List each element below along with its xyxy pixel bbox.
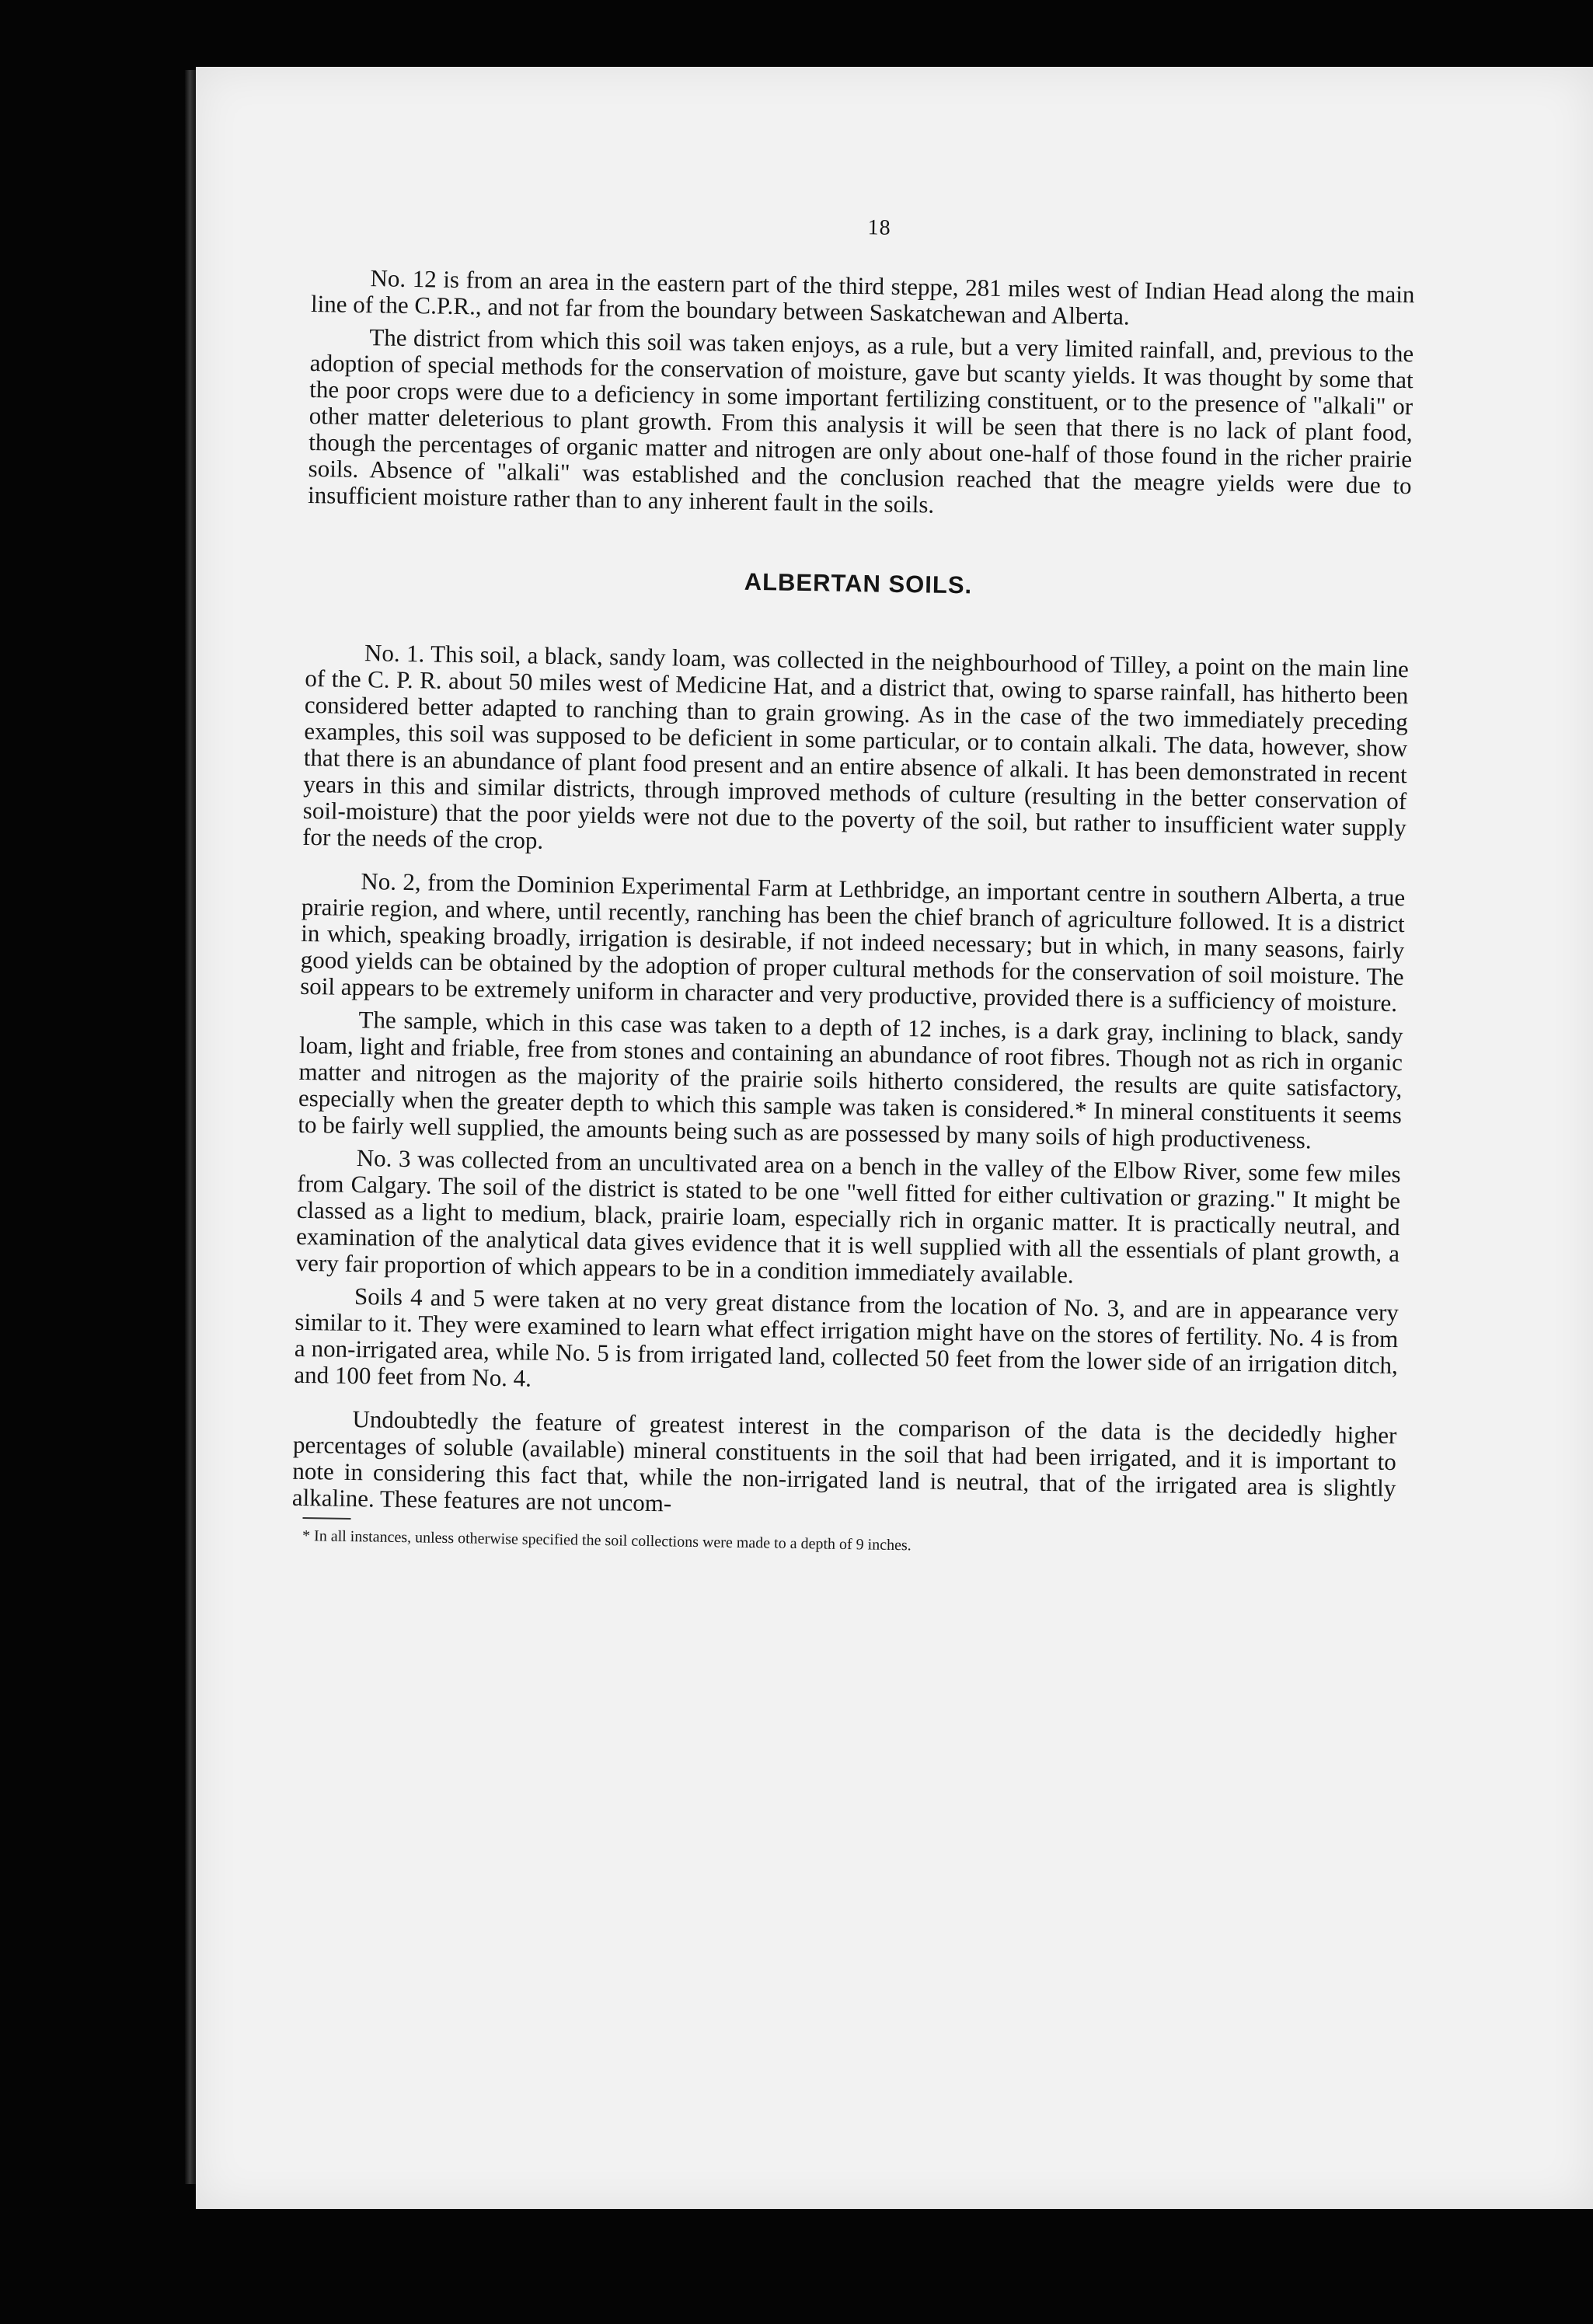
paragraph-albertan-no2: No. 2, from the Dominion Experimental Farm at Lethbridge, an important centre in southern Alberta, a true prairie region, and where, until recently, ranching has been the chief branch of agriculture followed. It is a district in which, speaking broadly, irrigation is desirable, if not indeed necessary; but in which, in many seasons, fairly good yields can be obtained by the adoption of proper cultural methods for the conservation of soil moisture. The soil appears to be extremely uniform in character and very productive, provided there is a sufficiency of moisture. — [299, 867, 1406, 1017]
paragraph-sample-depth: The sample, which in this case was taken to a depth of 12 inches, is a dark gray, inclining to black, sandy loam, light and friable, free from stones and containing an abundance of root fibres. Though not as rich in organic matter and nitrogen as the majority of the prairie soils hitherto considered, the results are quite satisfactory, especially when the greater depth to which this sample was taken is considered.* In mineral constituents it seems to be fairly well supplied, the amounts being such as are possessed by many soils of high productiveness. — [298, 1006, 1403, 1154]
paragraph-district-rainfall: The district from which this soil was taken enjoys, as a rule, but a very limited rainfall, and, previous to the adoption of special methods for the conservation of moisture, gave but scanty yields. It was thought by some that the poor crops were due to a deficiency in some important fertilizing constituent, or to the presence of "alkali" or other matter deleterious to plant growth. From this analysis it will be seen that there is no lack of plant food, though the percentages of organic matter and nitrogen are only about one-half of those found in the richer prairie soils. Absence of "alkali" was established and the conclusion reached that the meagre yields were due to insufficient moisture rather than to any inherent fault in the soils. — [307, 323, 1414, 518]
paragraph-soils-4-5: Soils 4 and 5 were taken at no very great distance from the location of No. 3, and are in appearance very similar to it. They were examined to learn what effect irrigation might have on the stores of fertility. No. 4 is from a non-irrigated area, while No. 5 is from irrigated land, collected 50 feet from the lower side of an irrigation ditch, and 100 feet from No. 4. — [294, 1282, 1400, 1392]
page-number: 18 — [867, 215, 891, 240]
paragraph-irrigation-comparison: Undoubtedly the feature of greatest interest in the comparison of the data is the decidedly higher percentages of soluble (available) mineral constituents in the soil that had been irrigated, and it is important to note in considering this fact that, while the non-irrigated land is neutral, that of the irrigated area is slightly alkaline. These features are not uncom- — [291, 1405, 1397, 1517]
page-content — [291, 207, 1416, 1562]
paragraph-albertan-no1: No. 1. This soil, a black, sandy loam, was collected in the neighbourhood of Tilley, a point on the main line of the C. P. R. about 50 miles west of Medicine Hat, and a district that, owing to sparse rainfall, has hitherto been considered better adapted to ranching than to grain growing. As in the case of the two immediately preceding examples, this soil was supposed to be deficient in some particular, or to contain alkali. The data, however, show that there is an abundance of plant food present and an entire absence of alkali. It has been demonstrated in recent years in this and similar districts, through improved methods of culture (resulting in the better conservation of soil-moisture) that the poor yields were not due to the poverty of the soil, but rather to insufficient water supply for the needs of the crop. — [302, 639, 1410, 854]
footnote: * In all instances, unless otherwise specified the soil collections were made to a depth of 9 inches. — [302, 1527, 912, 1555]
paragraph-albertan-no3: No. 3 was collected from an uncultivated area on a bench in the valley of the Elbow River, some few miles from Calgary. The soil of the district is stated to be one "well fitted for either cultivation or grazing." It might be classed as a light to medium, black, prairie loam, especially rich in organic matter. It is practically neutral, and examination of the analytical data gives evidence that it is well supplied with all the essentials of plant growth, a very fair proportion of which appears to be in a condition immediately available. — [295, 1144, 1401, 1289]
section-heading-albertan-soils: ALBERTAN SOILS. — [744, 567, 973, 599]
paragraph-no12: No. 12 is from an area in the eastern part of the third steppe, 281 miles west of Indian Head along the main line of the C.P.R., and not far from the boundary between Saskatchewan and Alberta. — [310, 264, 1415, 330]
page-binding-edge — [185, 70, 196, 2184]
document-page — [196, 67, 1593, 2209]
footnote-divider — [302, 1517, 350, 1520]
